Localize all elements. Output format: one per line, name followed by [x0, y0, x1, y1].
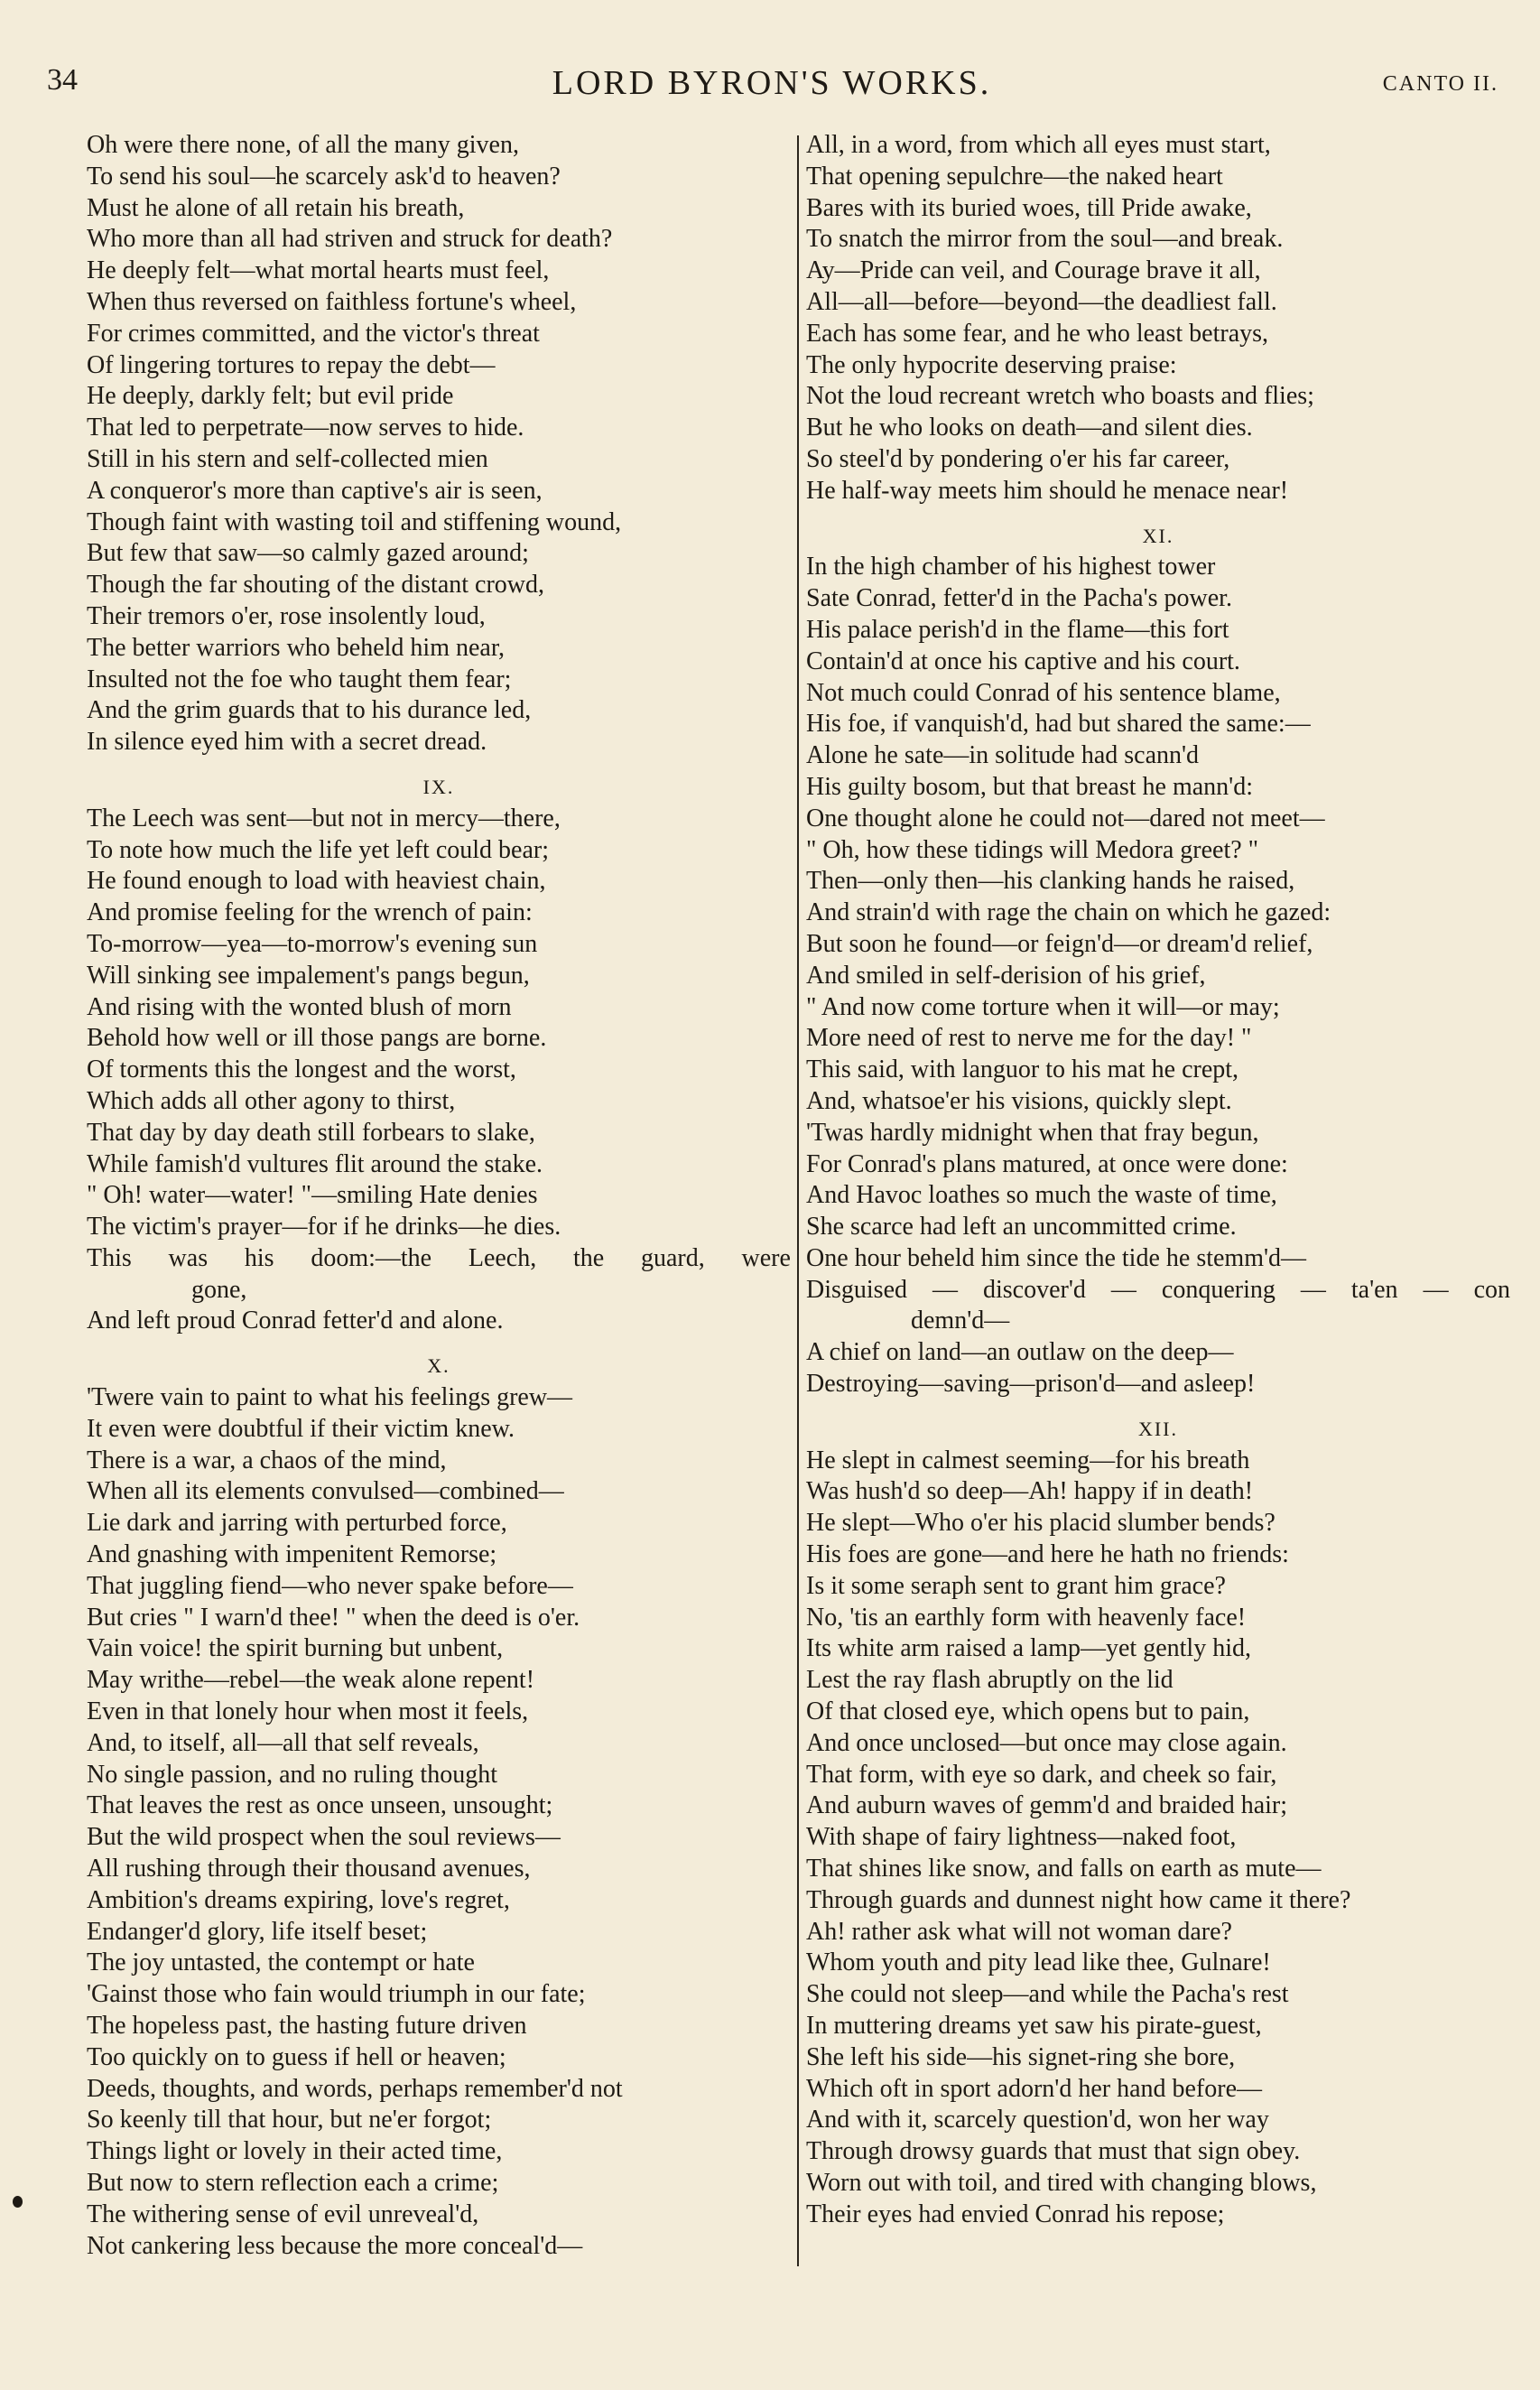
verse-word: doom:—the: [311, 1243, 432, 1272]
verse-line: While famish'd vultures flit around the stake.: [87, 1149, 543, 1178]
verse-line: To snatch the mirror from the soul—and break.: [806, 225, 1284, 254]
stanza-xi: [806, 552, 1510, 1274]
verse-line: Contain'd at once his captive and his court.: [806, 646, 1240, 675]
left-column: [87, 130, 791, 2262]
verse-line: His palace perish'd in the flame—this fort: [806, 615, 1229, 644]
verse-line: Worn out with toil, and tired with changing blows,: [806, 2169, 1317, 2197]
verse-line: In silence eyed him with a secret dread.: [87, 728, 487, 757]
verse-line: His foe, if vanquish'd, had but shared the same:—: [806, 710, 1311, 739]
verse-line: " Oh, how these tidings will Medora greet? ": [806, 835, 1259, 864]
verse-word: were: [741, 1243, 791, 1272]
verse-line: Their eyes had envied Conrad his repose;: [806, 2199, 1225, 2228]
verse-word: conquering: [1161, 1275, 1276, 1304]
verse-line: The victim's prayer—for if he drinks—he dies.: [87, 1213, 561, 1241]
verse-word: —: [932, 1275, 958, 1304]
verse-line: Ay—Pride can veil, and Courage brave it all,: [806, 256, 1261, 285]
verse-word: —: [1423, 1275, 1449, 1304]
verse-line: All, in a word, from which all eyes must start,: [806, 131, 1271, 159]
verse-line: Must he alone of all retain his breath,: [87, 193, 465, 222]
verse-line: The hopeless past, the hasting future driven: [87, 2012, 527, 2041]
verse-line: But few that saw—so calmly gazed around;: [87, 539, 529, 568]
verse-line: Vain voice! the spirit burning but unbent,: [87, 1634, 504, 1663]
verse-line: A conqueror's more than captive's air is seen,: [87, 476, 543, 505]
verse-line: That led to perpetrate—now serves to hide.: [87, 414, 524, 442]
verse-line: To note how much the life yet left could bear;: [87, 835, 549, 864]
stanza-x-continued: [806, 130, 1510, 507]
verse-line: More need of rest to nerve me for the day! ": [806, 1024, 1252, 1053]
verse-line: Then—only then—his clanking hands he raised,: [806, 867, 1295, 896]
verse-word: —: [1110, 1275, 1136, 1304]
verse-word: —: [1300, 1275, 1326, 1304]
verse-line: Through drowsy guards that must that sign obey.: [806, 2137, 1301, 2166]
verse-line: Not the loud recreant wretch who boasts and flies;: [806, 382, 1314, 411]
verse-line: 'Gainst those who fain would triumph in our fate;: [87, 1980, 586, 2009]
verse-line: His guilty bosom, but that breast he mann'd:: [806, 772, 1253, 801]
verse-line: Of torments this the longest and the worst,: [87, 1056, 516, 1084]
verse-line: Behold how well or ill those pangs are borne.: [87, 1024, 547, 1053]
verse-line: And strain'd with rage the chain on which he gazed:: [806, 898, 1331, 927]
verse-line: But the wild prospect when the soul reviews—: [87, 1823, 561, 1852]
verse-line: Their tremors o'er, rose insolently loud,: [87, 601, 486, 630]
verse-line: The only hypocrite deserving praise:: [806, 350, 1177, 379]
verse-word: Disguised: [806, 1275, 907, 1304]
verse-line: In muttering dreams yet saw his pirate-guest,: [806, 2012, 1262, 2041]
verse-line: No, 'tis an earthly form with heavenly face!: [806, 1603, 1247, 1632]
verse-line: One thought alone he could not—dared not meet—: [806, 804, 1325, 832]
verse-line: Of lingering tortures to repay the debt—: [87, 350, 496, 379]
verse-line: No single passion, and no ruling thought: [87, 1760, 497, 1789]
verse-line: Which oft in sport adorn'd her hand before—: [806, 2074, 1262, 2103]
verse-word: his: [244, 1243, 274, 1272]
verse-line: When all its elements convulsed—combined—: [87, 1477, 564, 1506]
page-number: 34: [47, 63, 78, 97]
verse-line: The Leech was sent—but not in mercy—there,: [87, 804, 561, 832]
verse-line: Will sinking see impalement's pangs begun,: [87, 961, 530, 990]
verse-line: It even were doubtful if their victim knew.: [87, 1414, 515, 1443]
verse-line: That opening sepulchre—the naked heart: [806, 162, 1223, 191]
verse-word: discover'd: [983, 1275, 1086, 1304]
page-header: [45, 63, 1498, 108]
verse-line: A chief on land—an outlaw on the deep—: [806, 1338, 1234, 1367]
verse-line: For Conrad's plans matured, at once were done:: [806, 1149, 1288, 1178]
verse-line: Through guards and dunnest night how came it there?: [806, 1885, 1351, 1914]
verse-line: He slept in calmest seeming—for his breath: [806, 1446, 1250, 1474]
verse-line: Alone he sate—in solitude had scann'd: [806, 741, 1200, 770]
verse-line: Sate Conrad, fetter'd in the Pacha's power.: [806, 584, 1232, 613]
stanza-ix: [87, 804, 791, 1243]
verse-line: So steel'd by pondering o'er his far career,: [806, 444, 1230, 473]
verse-line: He found enough to load with heaviest chain,: [87, 867, 546, 896]
verse-line: He deeply felt—what mortal hearts must feel,: [87, 256, 550, 285]
verse-line: Still in his stern and self-collected mien: [87, 444, 488, 473]
section-heading-xii: XII.: [1137, 1417, 1179, 1440]
verse-line: But cries " I warn'd thee! " when the deed is o'er.: [87, 1603, 580, 1632]
verse-line: And left proud Conrad fetter'd and alone.: [87, 1307, 504, 1335]
verse-line: And rising with the wonted blush of morn: [87, 992, 512, 1021]
verse-line: Insulted not the foe who taught them fear;: [87, 665, 512, 693]
verse-line: The better warriors who beheld him near,: [87, 633, 506, 662]
verse-line: 'Twas hardly midnight when that fray begun,: [806, 1118, 1259, 1147]
column-divider: [797, 135, 799, 2266]
verse-line: Lie dark and jarring with perturbed force,: [87, 1509, 507, 1538]
verse-line: And, whatsoe'er his visions, quickly slept.: [806, 1086, 1232, 1115]
verse-word: con: [1473, 1275, 1510, 1304]
stanza-viii-continued: [87, 130, 791, 758]
verse-line: Deeds, thoughts, and words, perhaps remember'd not: [87, 2074, 623, 2103]
verse-line: In the high chamber of his highest tower: [806, 553, 1216, 581]
verse-line: That day by day death still forbears to slake,: [87, 1118, 535, 1147]
verse-line: And Havoc loathes so much the waste of time,: [806, 1181, 1277, 1210]
verse-line: And, to itself, all—all that self reveals,: [87, 1728, 479, 1757]
section-heading-xi: XI.: [1142, 524, 1174, 547]
verse-line: Ah! rather ask what will not woman dare?: [806, 1917, 1232, 1946]
verse-line: And promise feeling for the wrench of pain:: [87, 898, 533, 927]
verse-line: Things light or lovely in their acted time,: [87, 2137, 503, 2166]
verse-line: That form, with eye so dark, and cheek so fair,: [806, 1760, 1277, 1789]
verse-line: Though the far shouting of the distant crowd,: [87, 571, 545, 600]
verse-line: The withering sense of evil unreveal'd,: [87, 2199, 479, 2228]
verse-line: Is it some seraph sent to grant him grace?: [806, 1571, 1226, 1600]
verse-line-continuation: demn'd—: [911, 1307, 1010, 1335]
verse-word: the: [573, 1243, 605, 1272]
verse-line: This said, with languor to his mat he crept,: [806, 1056, 1239, 1084]
verse-line: And smiled in self-derision of his grief,: [806, 961, 1206, 990]
section-heading-ix: IX.: [422, 775, 455, 798]
verse-word: This: [87, 1243, 132, 1272]
verse-word: ta'en: [1350, 1275, 1398, 1304]
verse-line: There is a war, a chaos of the mind,: [87, 1446, 447, 1474]
verse-line: Each has some fear, and he who least betrays,: [806, 319, 1269, 348]
verse-line: When thus reversed on faithless fortune's wheel,: [87, 287, 577, 316]
verse-line: Not much could Conrad of his sentence blame,: [806, 678, 1281, 707]
verse-line: That shines like snow, and falls on earth as mute—: [806, 1855, 1322, 1883]
verse-line: " And now come torture when it will—or may;: [806, 992, 1280, 1021]
verse-line: And with it, scarcely question'd, won her way: [806, 2106, 1269, 2134]
verse-line: Ambition's dreams expiring, love's regret,: [87, 1885, 510, 1914]
verse-line: Oh were there none, of all the many given,: [87, 131, 519, 159]
verse-word: Leech,: [468, 1243, 537, 1272]
section-heading-x: X.: [427, 1354, 450, 1378]
verse-line: Even in that lonely hour when most it feels,: [87, 1697, 529, 1726]
running-title: LORD BYRON'S WORKS.: [552, 64, 992, 102]
verse-line: Lest the ray flash abruptly on the lid: [806, 1666, 1174, 1695]
right-column: [806, 130, 1510, 2231]
verse-line: All—all—before—beyond—the deadliest fall.: [806, 287, 1277, 316]
verse-word: guard,: [640, 1243, 705, 1272]
verse-line: That juggling fiend—who never spake before—: [87, 1571, 573, 1600]
verse-line: 'Twere vain to paint to what his feelings grew—: [87, 1383, 573, 1412]
verse-line: Too quickly on to guess if hell or heaven;: [87, 2042, 506, 2071]
verse-line: So keenly till that hour, but ne'er forgot;: [87, 2106, 492, 2134]
verse-line: All rushing through their thousand avenues,: [87, 1855, 531, 1883]
verse-line: Though faint with wasting toil and stiffening wound,: [87, 507, 622, 536]
verse-line: And once unclosed—but once may close again.: [806, 1728, 1287, 1757]
verse-line: Of that closed eye, which opens but to pain,: [806, 1697, 1250, 1726]
verse-line-continuation: gone,: [191, 1275, 247, 1304]
verse-line: One hour beheld him since the tide he stemm'd—: [806, 1243, 1307, 1272]
verse-line: And the grim guards that to his durance led,: [87, 696, 532, 725]
verse-line: Bares with its buried woes, till Pride awake,: [806, 193, 1252, 222]
verse-line: She could not sleep—and while the Pacha's rest: [806, 1980, 1289, 2009]
verse-line: The joy untasted, the contempt or hate: [87, 1948, 475, 1977]
stanza-xii: [806, 1446, 1510, 2231]
verse-line: He deeply, darkly felt; but evil pride: [87, 382, 454, 411]
verse-line: To-morrow—yea—to-morrow's evening sun: [87, 929, 538, 958]
verse-line: She scarce had left an uncommitted crime.: [806, 1213, 1237, 1241]
verse-word: was: [168, 1243, 209, 1272]
verse-line: She left his side—his signet-ring she bore,: [806, 2042, 1236, 2071]
verse-line: Its white arm raised a lamp—yet gently hid,: [806, 1634, 1251, 1663]
verse-line: He half-way meets him should he menace near!: [806, 476, 1289, 505]
verse-line: [806, 1275, 1510, 1307]
verse-line: And auburn waves of gemm'd and braided hair;: [806, 1791, 1287, 1820]
canto-label: CANTO II.: [1382, 72, 1498, 96]
verse-line: But now to stern reflection each a crime;: [87, 2169, 499, 2197]
verse-line: With shape of fairy lightness—naked foot,: [806, 1823, 1237, 1852]
verse-line: Was hush'd so deep—Ah! happy if in death!: [806, 1477, 1254, 1506]
verse-line: Who more than all had striven and struck for death?: [87, 225, 613, 254]
verse-line: To send his soul—he scarcely ask'd to heaven?: [87, 162, 561, 191]
verse-line: And gnashing with impenitent Remorse;: [87, 1540, 497, 1569]
verse-line: Not cankering less because the more conceal'd—: [87, 2231, 583, 2260]
verse-line: May writhe—rebel—the weak alone repent!: [87, 1666, 535, 1695]
verse-line: Whom youth and pity lead like thee, Gulnare!: [806, 1948, 1271, 1977]
verse-line: But soon he found—or feign'd—or dream'd relief,: [806, 929, 1313, 958]
verse-line: But he who looks on death—and silent dies.: [806, 414, 1253, 442]
verse-line: For crimes committed, and the victor's threat: [87, 319, 540, 348]
verse-line: Endanger'd glory, life itself beset;: [87, 1917, 428, 1946]
verse-line: [87, 1243, 791, 1275]
verse-line: He slept—Who o'er his placid slumber bends?: [806, 1509, 1276, 1538]
margin-mark: [13, 2196, 23, 2208]
verse-line: Destroying—saving—prison'd—and asleep!: [806, 1370, 1256, 1399]
verse-line: " Oh! water—water! "—smiling Hate denies: [87, 1181, 538, 1210]
verse-line: That leaves the rest as once unseen, unsought;: [87, 1791, 553, 1820]
stanza-x: [87, 1382, 791, 2262]
verse-line: Which adds all other agony to thirst,: [87, 1086, 456, 1115]
stanza-xi-end: [806, 1337, 1510, 1400]
verse-line: His foes are gone—and here he hath no friends:: [806, 1540, 1289, 1569]
